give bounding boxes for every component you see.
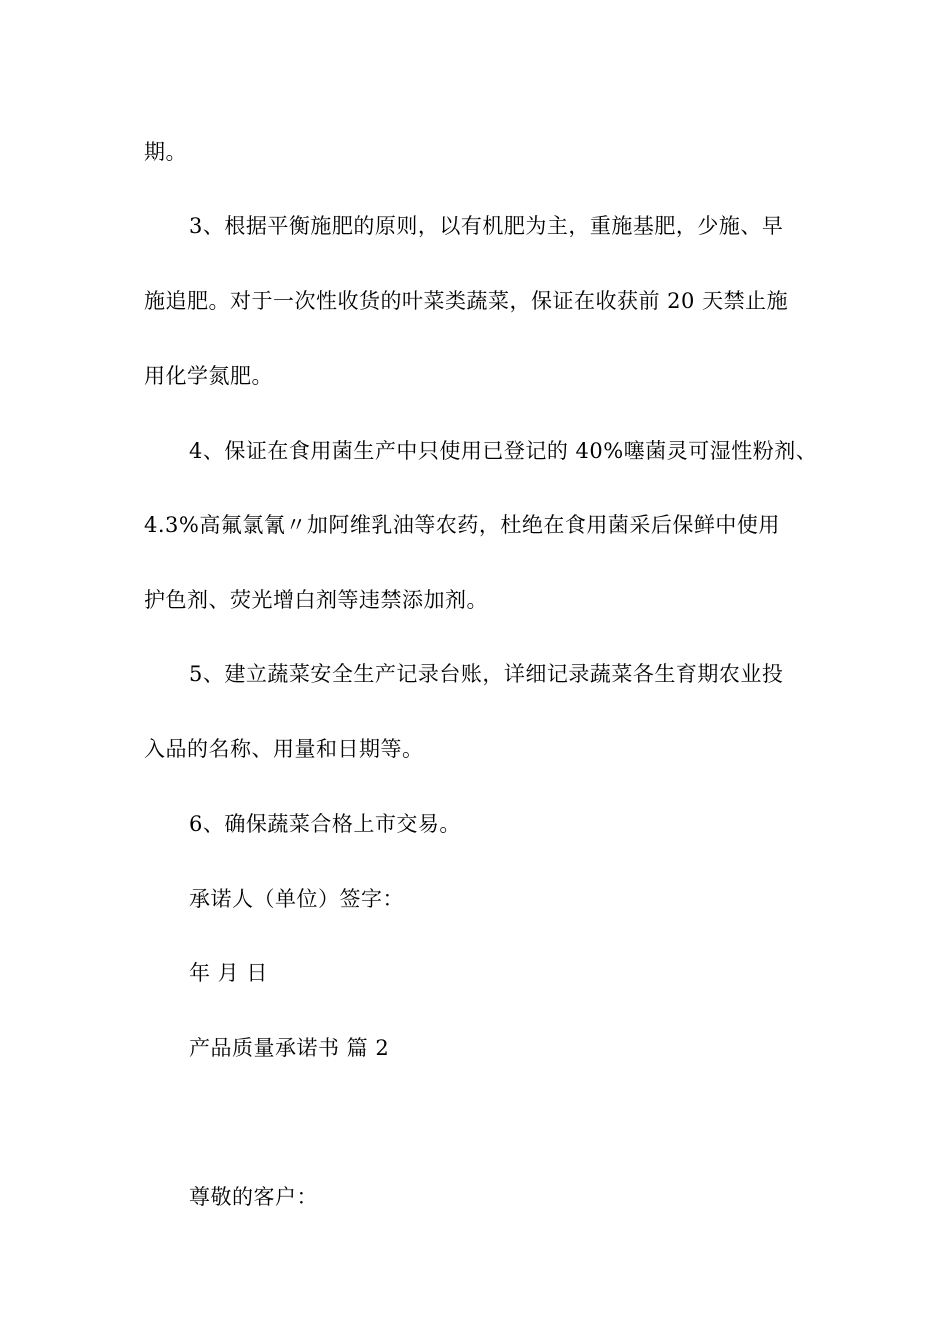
paragraph-line: 3、根据平衡施肥的原则，以有机肥为主，重施基肥，少施、早 [189,214,784,238]
date-line: 年 月 日 [189,961,268,985]
paragraph-line: 4.3%高氟氯氰〃加阿维乳油等农药，杜绝在食用菌采后保鲜中使用 [144,513,780,537]
paragraph-line: 入品的名称、用量和日期等。 [144,737,424,761]
paragraph-line: 6、确保蔬菜合格上市交易。 [189,812,461,836]
salutation: 尊敬的客户： [189,1185,318,1209]
paragraph-line: 护色剂、荧光增白剂等违禁添加剂。 [144,588,488,612]
signature-label: 承诺人（单位）签字： [189,887,404,911]
paragraph-line: 5、建立蔬菜安全生产记录台账，详细记录蔬菜各生育期农业投 [189,662,784,686]
paragraph-line: 期。 [144,140,187,164]
section-heading: 产品质量承诺书 篇 2 [189,1036,390,1060]
paragraph-line: 施追肥。对于一次性收货的叶菜类蔬菜，保证在收获前 20 天禁止施 [144,289,789,313]
paragraph-line: 4、保证在食用菌生产中只使用已登记的 40%噻菌灵可湿性粉剂、 [189,439,818,463]
paragraph-line: 用化学氮肥。 [144,364,273,388]
